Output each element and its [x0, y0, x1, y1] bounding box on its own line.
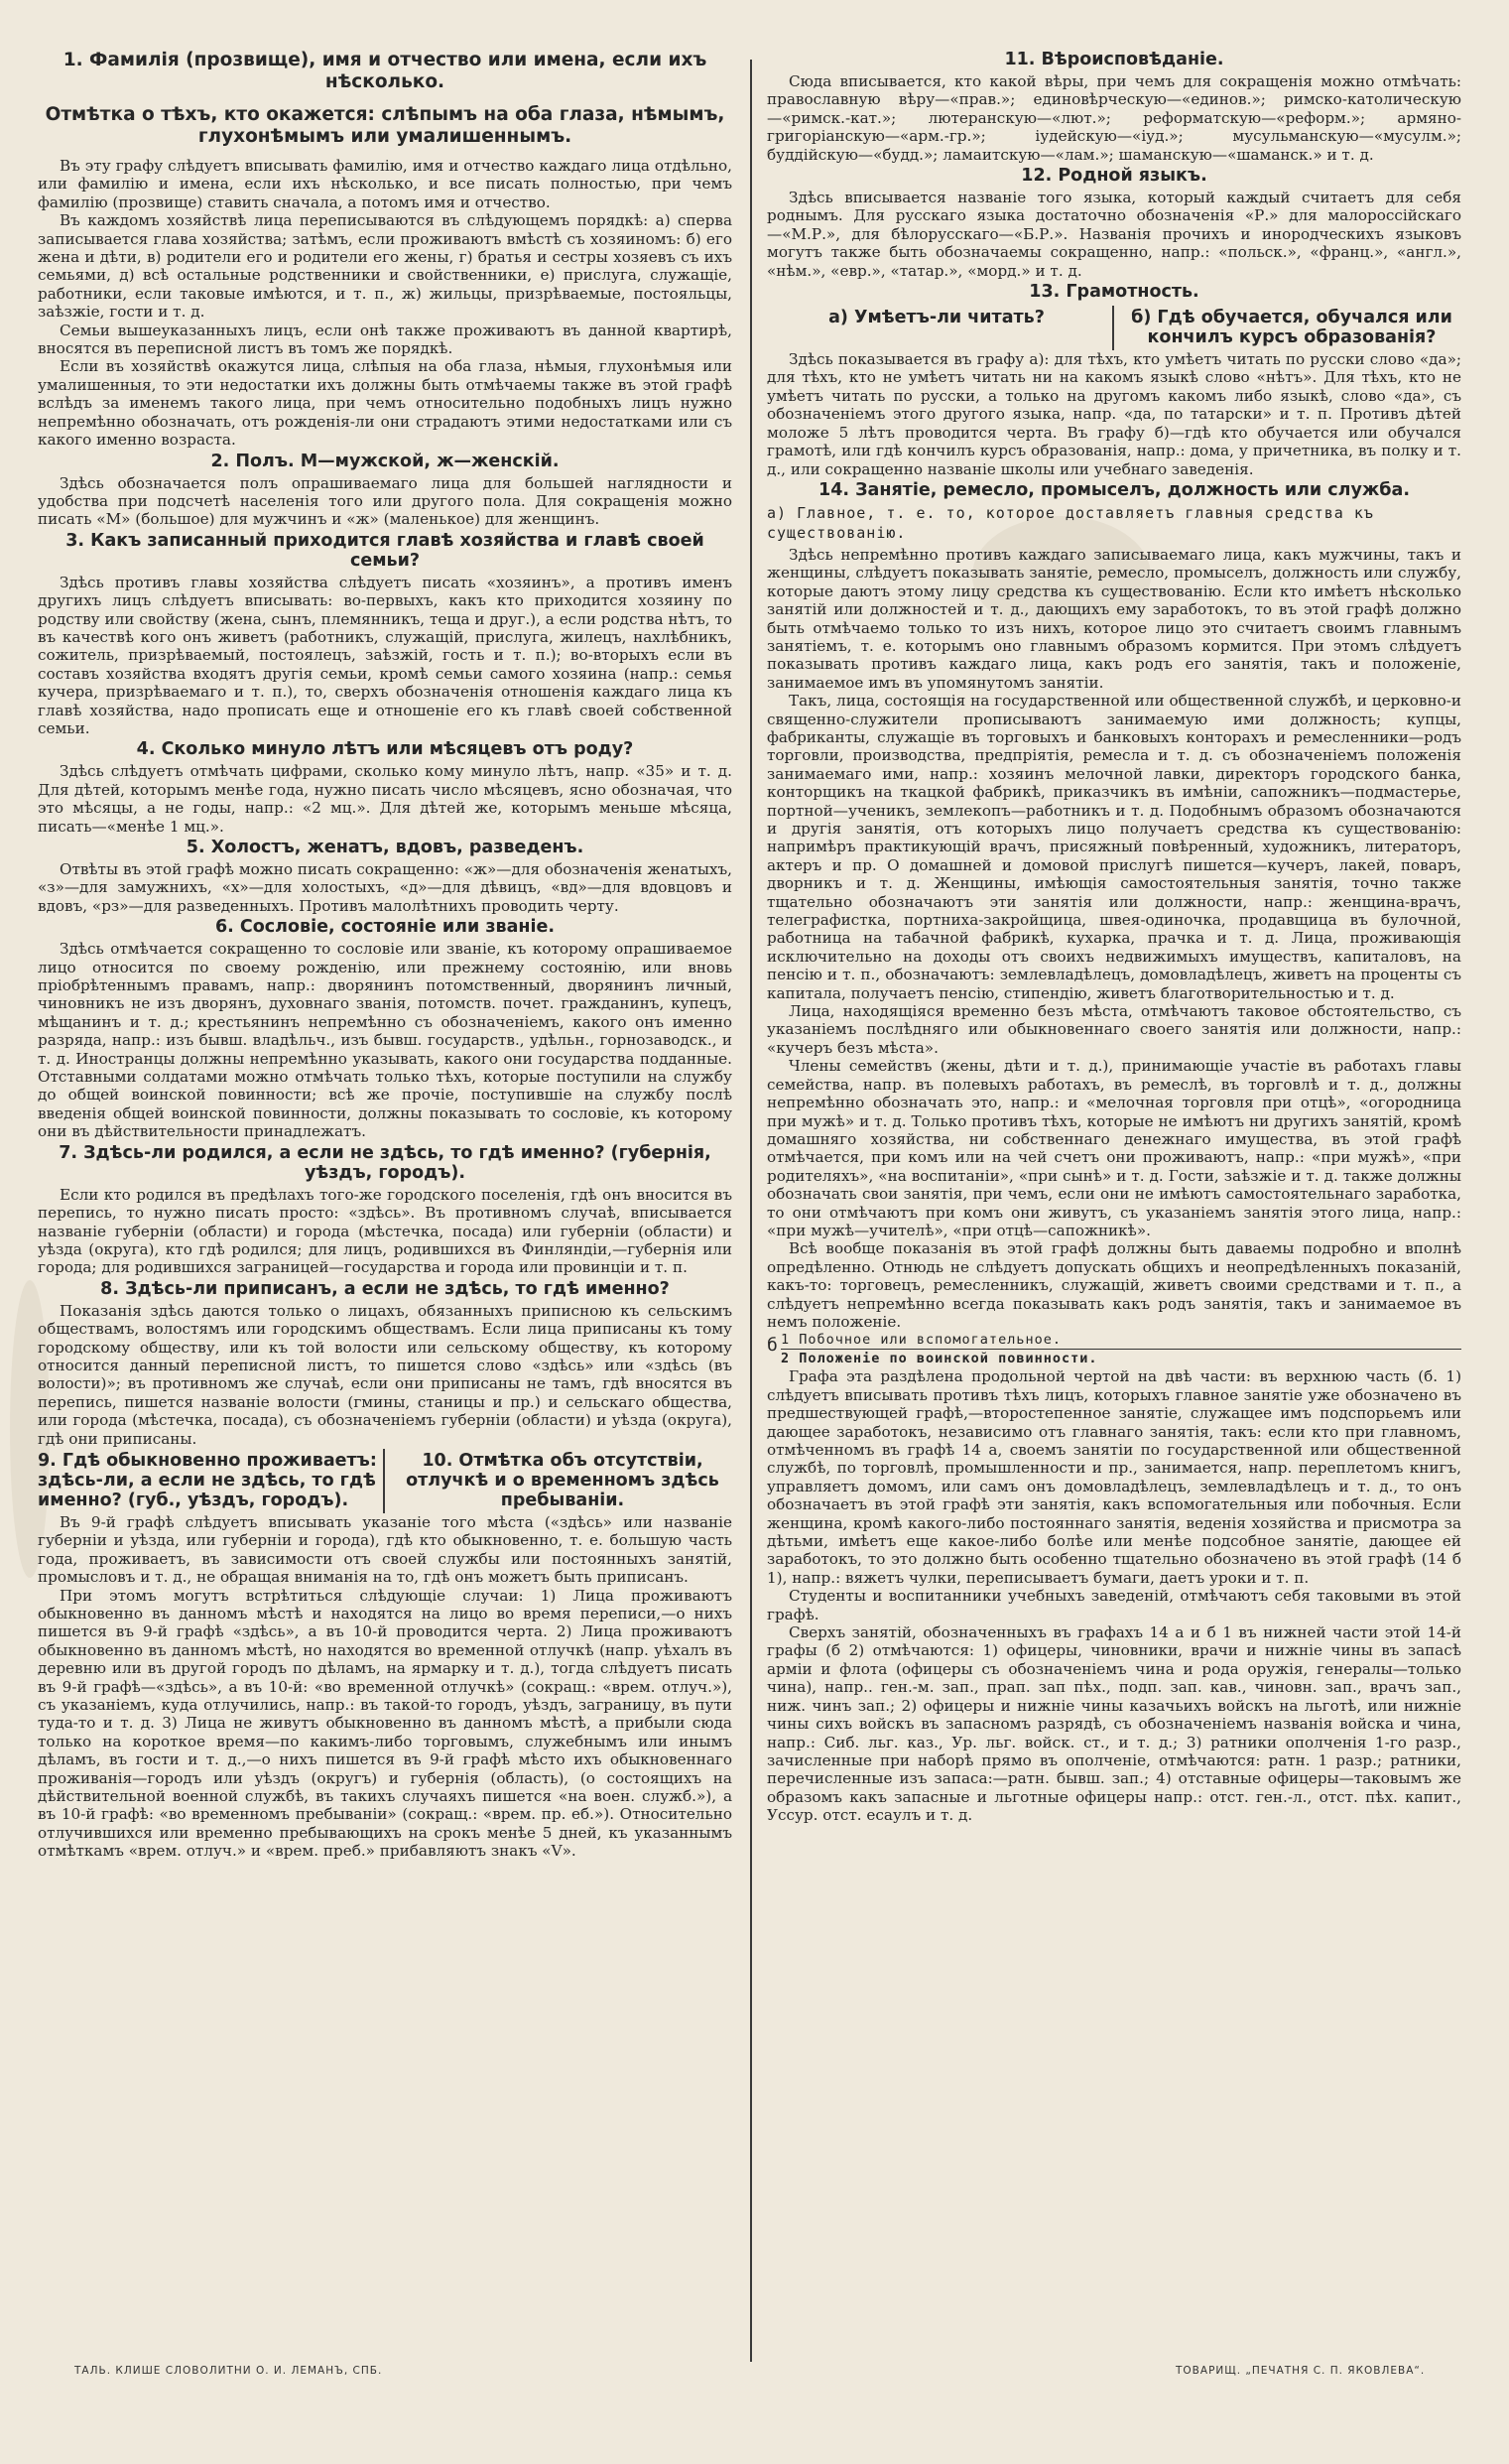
paragraph: Показанія здѣсь даются только о лицахъ, обязанныхъ приписною къ сельскимъ обществамъ, волостямъ или городскимъ обществамъ. Если лица приписаны къ тому городскому обществу, или къ той волости или сельскому обществу, къ которому относится данный переписной листъ, то пишется слово «здѣсь» или «здѣсь (въ волости)»; въ противномъ же случаѣ, если они приписаны не тамъ, гдѣ вносятся въ перепись, пишется названіе волости (гмины, станицы и пр.) и сельскаго общества, или города (мѣстечка, посада), съ обозначеніемъ губерніи (области) и уѣзда (округа), гдѣ они приписаны.	[38, 1301, 732, 1448]
section-1-subtitle: Отмѣтка о тѣхъ, кто окажется: слѣпымъ на оба глаза, нѣмымъ, глухонѣмымъ или умалишеннымъ.	[45, 104, 725, 147]
paragraph: Въ каждомъ хозяйствѣ лица переписываются въ слѣдующемъ порядкѣ: а) сперва записывается глава хозяйства; затѣмъ, если проживаютъ вмѣстѣ съ хозяиномъ: б) его жена и дѣти, в) родители его и родители его жены, г) братья и сестры хозяевъ съ ихъ семьями, д) всѣ остальные родственники и свойственники, е) прислуга, служащіе, работники, если таковые имѣются, и т. п., ж) жильцы, призрѣваемые, постояльцы, заѣзжіе, гости и т. д.	[38, 211, 732, 322]
left-column	[38, 48, 732, 2370]
paragraph: Если кто родился въ предѣлахъ того-же городского поселенія, гдѣ онъ вносится въ перепись, то нужно писать просто: «здѣсь». Въ противномъ случаѣ, вписывается названіе губерніи (области) и города (мѣстечка, посада) или губерніи (области) и уѣзда (округа), кто гдѣ родился; для лицъ, родившихся въ Финляндіи,—губернія или города; для родившихся заграницей—государства и города или провинціи и т. п.	[38, 1185, 732, 1277]
section-5-title: 5. Холостъ, женатъ, вдовъ, разведенъ.	[186, 838, 584, 857]
section-10-title: 10. Отмѣтка объ отсутствіи, отлучкѣ и о временномъ здѣсь пребываніи.	[406, 1450, 719, 1510]
section-11-title: 11. Вѣроисповѣданіе.	[1004, 50, 1224, 69]
section-14b-subtitles	[767, 1331, 1461, 1367]
paragraph: Отвѣты въ этой графѣ можно писать сокращенно: «ж»—для обозначенія женатыхъ, «з»—для замужнихъ, «х»—для холостыхъ, «д»—для дѣвицъ, «вд»—для вдовцовъ и вдовъ, «рз»—для разведенныхъ. Противъ малолѣтнихъ проводить черту.	[38, 860, 732, 915]
section-13b-title: б) Гдѣ обучается, обучался или кончилъ курсъ образованія?	[1131, 308, 1452, 348]
printer-credit-left: ТАЛЬ. КЛИШЕ СЛОВОЛИТНИ О. И. ЛЕМАНЪ, СПБ.	[74, 2365, 383, 2377]
section-14b2-title: 2 Положеніе по воинской повинности.	[781, 1351, 1098, 1367]
section-9-10-header	[38, 1448, 732, 1513]
paragraph: При этомъ могутъ встрѣтиться слѣдующіе случаи: 1) Лица проживаютъ обыкновенно въ данномъ мѣстѣ и находятся на лицо во время переписи,—о нихъ пишется въ 9-й графѣ «здѣсь», а въ 10-й проводится черта. 2) Лица проживаютъ обыкновенно въ данномъ мѣстѣ, но находятся во временной отлучкѣ (напр. уѣхалъ въ деревню или въ другой городъ по дѣламъ, на ярмарку и т. д.), тогда слѣдуетъ писать въ 9-й графѣ—«здѣсь», а въ 10-й: «во временной отлучкѣ» (сокращ.: «врем. отлуч.»), съ указаніемъ, куда отлучились, напр.: въ такой-то городъ, уѣздъ, заграницу, въ пути туда-то и т. д. 3) Лица не живутъ обыкновенно въ данномъ мѣстѣ, а прибыли сюда только на короткое время—по какимъ-либо торговымъ, служебнымъ или инымъ дѣламъ, въ гости и т. д.,—о нихъ пишется въ 9-й графѣ мѣсто ихъ обыкновеннаго проживанія—городъ или уѣздъ (округъ) и губернія (область), (о состоящихъ на дѣйствительной военной службѣ, въ такихъ случаяхъ пишется «на воен. служб.»), а въ 10-й графѣ: «во временномъ пребываніи» (сокращ.: «врем. пр. еб.»). Относительно отлучившихся или временно пребывающихъ на срокъ менѣе 5 дней, къ указаннымъ отмѣткамъ «врем. отлуч.» и «врем. преб.» прибавляютъ знакъ «V».	[38, 1586, 732, 1861]
paragraph: Графа эта раздѣлена продольной чертой на двѣ части: въ верхнюю часть (б. 1) слѣдуетъ вписывать противъ тѣхъ лицъ, которыхъ главное занятіе уже обозначено въ предшествующей графѣ,—второстепенное занятіе, служащее имъ подспорьемъ или дающее заработокъ, независимо отъ главнаго занятія, такъ: если кто при главномъ, отмѣченномъ въ графѣ 14 а, своемъ занятіи по государственной или общественной службѣ, по торговлѣ, промышленности и пр., занимается, напр. переплетомъ книгъ, управляетъ домомъ, или самъ онъ домовладѣлецъ, землевладѣлецъ и т. д., то онъ обозначаетъ въ этой графѣ эти занятія, какъ вспомогательныя или побочныя. Если женщина, кромѣ какого-либо постояннаго занятія, веденія хозяйства и присмотра за дѣтьми, имѣетъ еще какое-либо болѣе или менѣе подсобное занятіе, дающее ей заработокъ, то это должно быть особенно тщательно обозначено въ этой графѣ (14 б 1), напр.: вяжетъ чулки, переписываетъ бумаги, даетъ уроки и т. п.	[767, 1367, 1461, 1587]
column-divider	[750, 60, 752, 2362]
section-9-title: 9. Гдѣ обыкновенно проживаетъ: здѣсь-ли, а если не здѣсь, то гдѣ именно? (губ., уѣздъ, городъ).	[38, 1450, 377, 1510]
section-12-title: 12. Родной языкъ.	[1021, 166, 1207, 187]
paragraph: Здѣсь непремѣнно противъ каждаго записываемаго лица, какъ мужчины, такъ и женщины, слѣдуетъ показывать занятіе, ремесло, промыселъ, должность или службу, которые даютъ этому лицу средства къ существованію. Если кто имѣетъ нѣсколько занятій или должностей и т. д., дающихъ ему заработокъ, то въ этой графѣ должно быть отмѣчаемо только то изъ нихъ, которое лицо это считаетъ своимъ главнымъ занятіемъ, т. е. которымъ оно главнымъ образомъ кормится. При этомъ слѣдуетъ показывать противъ каждаго лица, какъ родъ его занятія, такъ и положеніе, занимаемое имъ въ упомянутомъ занятіи.	[767, 545, 1461, 692]
paragraph: Лица, находящіяся временно безъ мѣста, отмѣчаютъ таковое обстоятельство, съ указаніемъ послѣдняго или обыкновеннаго своего занятія или должности, напр.: «кучеръ безъ мѣста».	[767, 1002, 1461, 1057]
paragraph: Здѣсь вписывается названіе того языка, который каждый считаетъ для себя роднымъ. Для русскаго языка достаточно обозначенія «Р.» для малороссійскаго—«М.Р.», для бѣлорусскаго—«Б.Р.». Названія прочихъ и инородческихъ языковъ могутъ также быть обозначаемы сокращенно, напр.: «польск.», «франц.», «англ.», «нѣм.», «евр.», «татар.», «морд.» и т. д.	[767, 189, 1461, 280]
section-14a-subtitle: а) Главное, т. е. то, которое доставляетъ главныя средства къ существованію.	[767, 503, 1374, 542]
section-8-title: 8. Здѣсь-ли приписанъ, а если не здѣсь, то гдѣ именно?	[100, 1278, 670, 1299]
section-13a-title: а) Умѣетъ-ли читать?	[828, 308, 1045, 328]
paragraph: Здѣсь противъ главы хозяйства слѣдуетъ писать «хозяинъ», а противъ именъ другихъ лицъ слѣдуетъ вписывать: во-первыхъ, какъ кто приходится хозяину по родству или свойству (жена, сынъ, племянникъ, теща и друг.), а если родства нѣтъ, то въ качествѣ кого онъ живетъ (работникъ, служащій, прислуга, жилецъ, нахлѣбникъ, сожитель, призрѣваемый, постоялецъ, заѣзжій, гость и т. п.); во-вторыхъ если въ составъ хозяйства входятъ другія семьи, кромѣ семьи самого хозяина (напр.: семья кучера, призрѣваемаго и т. п.), то, сверхъ обозначенія отношенія каждаго лица къ главѣ хозяйства, надо прописать еще и отношеніе его къ главѣ своей собственной семьи.	[38, 573, 732, 737]
section-4-title: 4. Сколько минуло лѣтъ или мѣсяцевъ отъ роду?	[136, 739, 634, 760]
paragraph: Сюда вписывается, кто какой вѣры, при чемъ для сокращенія можно отмѣчать: православную вѣру—«прав.»; единовѣрческую—«единов.»; римско-католическую—«римск.-кат.»; лютеранскую—«лют.»; реформатскую—«реформ.»; армяно-григоріанскую—«арм.-гр.»; іудейскую—«іуд.»; мусульманскую—«мусулм.»; буддійскую—«будд.»; ламаитскую—«лам.»; шаманскую—«шаманск.» и т. д.	[767, 72, 1461, 164]
section-14b1-title: 1 Побочное или вспомогательное.	[781, 1331, 1461, 1350]
section-2-title: 2. Полъ. М—мужской, ж—женскій.	[210, 451, 560, 471]
section-14b-mark: б	[767, 1335, 779, 1357]
section-3-title: 3. Какъ записанный приходится главѣ хозяйства и главѣ своей семьи?	[65, 530, 704, 571]
paragraph: Семьи вышеуказанныхъ лицъ, если онѣ также проживаютъ въ данной квартирѣ, вносятся въ переписной листъ въ томъ же порядкѣ.	[38, 321, 732, 358]
paragraph: Здѣсь отмѣчается сокращенно то сословіе или званіе, къ которому опрашиваемое лицо относится по своему рожденію, или прежнему состоянію, или вновь пріобрѣтеннымъ правамъ, напр.: дворянинъ потомственный, дворянинъ личный, чиновникъ не изъ дворянъ, духовнаго званія, потомств. почет. гражданинъ, купецъ, мѣщанинъ и т. д.; крестьянинъ непремѣнно съ обозначеніемъ, какого онъ именно разряда, напр.: изъ бывш. владѣльч., изъ бывш. государств., удѣльн., горнозаводск., и т. д. Иностранцы должны непремѣнно указывать, какого они государства подданные. Отставными солдатами можно отмѣчать только тѣхъ, которые поступили на службу до общей воинской повинности; всѣ же прочіе, поступившіе на службу послѣ введенія общей воинской повинности, должны показывать то сословіе, къ которому они въ дѣйствительности принадлежатъ.	[38, 940, 732, 1141]
paragraph: Студенты и воспитанники учебныхъ заведеній, отмѣчаютъ себя таковыми въ этой графѣ.	[767, 1587, 1461, 1623]
paragraph: Такъ, лица, состоящія на государственной или общественной службѣ, и церковно-и священно-служители прописываютъ занимаемую ими должность; купцы, фабриканты, служащіе въ торговыхъ и банковыхъ конторахъ и ремесленники—родъ торговли, производства, предпріятія, ремесла и т. д. съ обозначеніемъ положенія занимаемаго ими, напр.: хозяинъ мелочной лавки, директоръ городского банка, конторщикъ на ткацкой фабрикѣ, приказчикъ въ имѣніи, сапожникъ—подмастерье, портной—ученикъ, землекопъ—работникъ и т. д. Подобнымъ образомъ обозначаются и другія занятія, отъ которыхъ лицо получаетъ средства къ существованію: напримѣръ практикующій врачъ, присяжный повѣренный, художникъ, литераторъ, актеръ и пр. О домашней и домовой прислугѣ пишется—кучеръ, лакей, поваръ, дворникъ и т. д. Женщины, имѣющія самостоятельныя занятія, точно также тщательно обозначаютъ эти занятія или должности, напр.: женщина-врачъ, телеграфистка, портниха-закройщица, швея-одиночка, продавщица въ булочной, работница на табачной фабрикѣ, кухарка, прачка и т. д. Лица, проживающія исключительно на доходы отъ своихъ недвижимыхъ имуществъ, капиталовъ, на пенсію и т. п., обозначаютъ: землевладѣлецъ, домовладѣлецъ, живетъ на проценты съ капитала, получаетъ пенсію, стипендію, живетъ благотворительностью и т. д.	[767, 692, 1461, 1002]
right-column	[767, 48, 1461, 2370]
paragraph: Члены семействъ (жены, дѣти и т. д.), принимающіе участіе въ работахъ главы семейства, напр. въ полевыхъ работахъ, въ ремеслѣ, въ торговлѣ и т. д., должны непремѣнно обозначать это, напр.: и «мелочная торговля при отцѣ», «огородница при мужѣ» и т. д. Только противъ тѣхъ, которые не имѣютъ ни другихъ занятій, кромѣ домашняго хозяйства, ни собственнаго денежнаго имущества, въ этой графѣ отмѣчается, при комъ или на чей счетъ они проживаютъ, напр.: «при мужѣ», «при родителяхъ», «на воспитаніи», «при сынѣ» и т. д. Гости, заѣзжіе и т. д. также должны обозначать свои занятія, при чемъ, если они не имѣютъ самостоятельнаго заработка, то они отмѣчаютъ при комъ они живутъ, съ указаніемъ занятія этого лица, напр.: «при мужѣ—учителѣ», «при отцѣ—сапожникѣ».	[767, 1057, 1461, 1239]
paragraph: Всѣ вообще показанія въ этой графѣ должны быть даваемы подробно и вполнѣ опредѣленно. Отнюдь не слѣдуетъ допускать общихъ и неопредѣленныхъ показаній, какъ-то: торговецъ, ремесленникъ, служащій, живетъ своими средствами и т. п., а слѣдуетъ непремѣнно всегда показывать какъ родъ занятія, такъ и занимаемое въ немъ положеніе.	[767, 1239, 1461, 1331]
paragraph: Если въ хозяйствѣ окажутся лица, слѣпыя на оба глаза, нѣмыя, глухонѣмыя или умалишенныя, то эти недостатки ихъ должны быть отмѣчаемы также въ этой графѣ вслѣдъ за именемъ такого лица, при чемъ относительно подобныхъ лицъ нужно непремѣнно обозначать, отъ рожденія-ли они страдаютъ этими недостатками или съ какого именно возраста.	[38, 357, 732, 450]
paragraph: Сверхъ занятій, обозначенныхъ въ графахъ 14 а и б 1 въ нижней части этой 14-й графы (б 2) отмѣчаются: 1) офицеры, чиновники, врачи и нижніе чины въ запасѣ арміи и флота (офицеры съ обозначеніемъ чина и рода оружія, генералы—только чина), напр.. ген.-м. зап., прап. зап пѣх., подп. зап. кав., чиновн. зап., врачъ зап., ниж. чинъ зап.; 2) офицеры и нижніе чины казачьихъ войскъ на льготѣ, или нижніе чины сихъ войскъ въ запасномъ разрядѣ, съ обозначеніемъ названія войска и чина, напр.: Сиб. льг. каз., Ур. льг. войск. ст., и т. д.; 3) ратники ополченія 1-го разр., зачисленные при наборѣ прямо въ ополченіе, отмѣчаются: ратн. 1 разр.; ратники, перечисленные изъ запаса:—ратн. бывш. зап.; 4) отставные офицеры—таковымъ же образомъ какъ запасные и льготные офицеры напр.: отст. ген.-л., отст. пѣх. капит., Уссур. отст. есаулъ и т. д.	[767, 1623, 1461, 1825]
section-14-title: 14. Занятіе, ремесло, промыселъ, должность или служба.	[818, 479, 1410, 500]
paragraph: Въ эту графу слѣдуетъ вписывать фамилію, имя и отчество каждаго лица отдѣльно, или фамилію и имена, если ихъ нѣсколько, и все писать полностью, при чемъ фамилію (прозвище) ставить сначала, а потомъ имя и отчество.	[38, 157, 732, 211]
section-13-title: 13. Грамотность.	[1029, 282, 1199, 303]
census-instruction-sheet	[38, 48, 1471, 2424]
paragraph: Въ 9-й графѣ слѣдуетъ вписывать указаніе того мѣста («здѣсь» или названіе губерніи и уѣзда, или губерніи и города), гдѣ кто обыкновенно, т. е. большую часть года, проживаетъ, въ зависимости отъ своей службы или постоянныхъ занятій, промысловъ и т. д., не обращая вниманія на то, гдѣ онъ можетъ быть приписанъ.	[38, 1512, 732, 1587]
section-6-title: 6. Сословіе, состояніе или званіе.	[215, 917, 555, 938]
paragraph: Здѣсь обозначается полъ опрашиваемаго лица для большей наглядности и удобства при подсчетѣ населенія того или другого пола. Для сокращенія можно писать «М» (большое) для мужчинъ и «ж» (маленькое) для женщинъ.	[38, 473, 732, 529]
printer-credit-right: ТОВАРИЩ. „ПЕЧАТНЯ С. П. ЯКОВЛЕВА“.	[1176, 2365, 1426, 2377]
paragraph: Здѣсь слѣдуетъ отмѣчать цифрами, сколько кому минуло лѣтъ, напр. «35» и т. д. Для дѣтей, которымъ менѣе года, нужно писать число мѣсяцевъ, ясно обозначая, что это мѣсяцы, а не годы, напр.: «2 мц.». Для дѣтей же, которымъ меньше мѣсяца, писать—«менѣе 1 мц.».	[38, 762, 732, 836]
section-1-title: 1. Фамилія (прозвище), имя и отчество или имена, если ихъ нѣсколько.	[63, 50, 707, 92]
section-7-title: 7. Здѣсь-ли родился, а если не здѣсь, то гдѣ именно? (губернія, уѣздъ, городъ).	[59, 1142, 711, 1183]
section-13-subheaders	[767, 305, 1461, 350]
paragraph: Здѣсь показывается въ графу а): для тѣхъ, кто умѣетъ читать по русски слово «да»; для тѣхъ, кто не умѣетъ читать ни на какомъ языкѣ слово «нѣтъ». Для тѣхъ, кто не умѣетъ читать по русски, а только на другомъ какомъ либо языкѣ, слово «да», съ обозначеніемъ этого другого языка, напр. «да, по татарски» и т. п. Противъ дѣтей моложе 5 лѣтъ проводится черта. Въ графу б)—гдѣ кто обучается или обучался грамотѣ, или гдѣ кончилъ курсъ образованія, напр.: дома, у причетника, въ полку и т. д., или сокращенно названіе школы или учебнаго заведенія.	[767, 350, 1461, 478]
